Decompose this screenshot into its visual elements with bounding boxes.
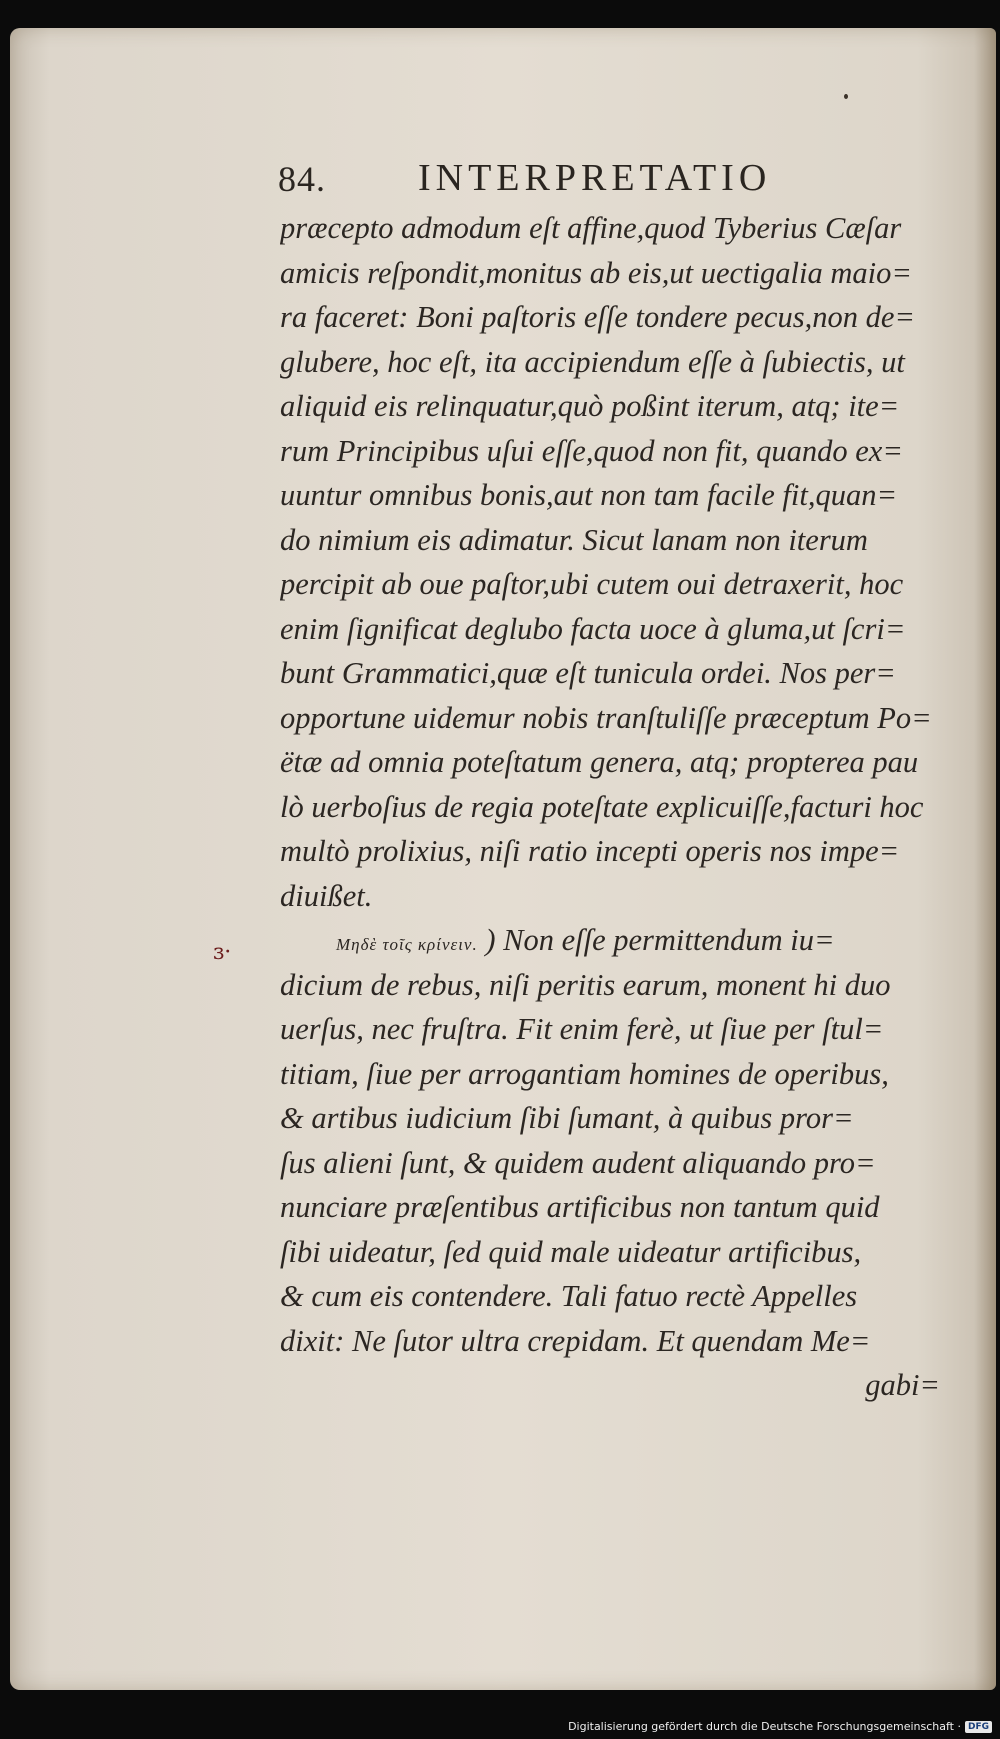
text-line: bunt Grammatici,quæ eſt tunicula ordei. Nos per= [280, 656, 896, 690]
text-line: uerſus, nec fruſtra. Fit enim ferè, ut ſiue per ſtul= [280, 1012, 884, 1046]
text-line: lò uerboſius de regia poteſtate explicuiſſe,facturi hoc [280, 789, 924, 824]
text-line: & cum eis contendere. Tali fatuo rectè Appelles [280, 1279, 858, 1313]
text-line: ſus alieni ſunt, & quidem audent aliquando pro= [280, 1145, 876, 1180]
text-line: titiam, ſiue per arrogantiam homines de operibus, [280, 1056, 889, 1091]
text-line: dixit: Ne ſutor ultra crepidam. Et quendam Me= [280, 1323, 871, 1358]
text-line: do nimium eis adimatur. Sicut lanam non iterum [280, 522, 868, 557]
text-line: enim ſignificat deglubo facta uoce à gluma,ut ſcri= [280, 611, 906, 646]
digitization-credit [568, 1720, 992, 1733]
text-line: amicis reſpondit,monitus ab eis,ut uectigalia maio= [280, 255, 912, 290]
page-spine-shadow [974, 28, 996, 1690]
page-header [278, 156, 838, 200]
text-line: diuißet. [280, 878, 373, 913]
lemma-commentary: ) Non eſſe permittendum iu= [485, 923, 835, 957]
text-line: rum Principibus uſui eſſe,quod non fit, quando ex= [280, 433, 903, 468]
dfg-logo: DFG [965, 1721, 992, 1733]
text-line: percipit ab oue paſtor,ubi cutem oui detraxerit, hoc [280, 567, 904, 601]
text-line: opportune uidemur nobis tranſtuliſſe præceptum Po= [280, 700, 932, 735]
text-line: ra faceret: Boni paſtoris eſſe tondere pecus,non de= [280, 300, 915, 334]
lemma-line [280, 918, 945, 963]
text-line: præcepto admodum eſt affine,quod Tyberius Cæſar [280, 211, 902, 245]
running-title: INTERPRETATIO [418, 157, 772, 199]
ink-speck [844, 94, 848, 99]
text-line: dicium de rebus, niſi peritis earum, monent hi duo [280, 967, 891, 1002]
margin-mark: ɜ· [213, 940, 232, 965]
page-number: 84. [278, 159, 326, 199]
text-line: glubere, hoc eſt, ita accipiendum eſſe à ſubiectis, ut [280, 344, 905, 379]
text-line: & artibus iudicium ſibi ſumant, à quibus pror= [280, 1101, 854, 1135]
catchword: gabi= [865, 1368, 940, 1402]
text-line: uuntur omnibus bonis,aut non tam facile fit,quan= [280, 478, 898, 512]
text-line: ëtæ ad omnia poteſtatum genera, atq; propterea pau [280, 745, 919, 779]
body-text [280, 206, 945, 1408]
text-line: ſibi uideatur, ſed quid male uideatur artificibus, [280, 1234, 862, 1269]
text-line: multò prolixius, niſi ratio incepti operis nos impe= [280, 834, 900, 868]
greek-lemma: Μηδὲ τοῖς κρίνειν. [336, 935, 478, 954]
text-line: nunciare præſentibus artificibus non tantum quid [280, 1190, 880, 1224]
credit-text: Digitalisierung gefördert durch die Deutsche Forschungsgemeinschaft · [568, 1720, 961, 1733]
text-line: aliquid eis relinquatur,quò poßint iterum, atq; ite= [280, 389, 900, 423]
